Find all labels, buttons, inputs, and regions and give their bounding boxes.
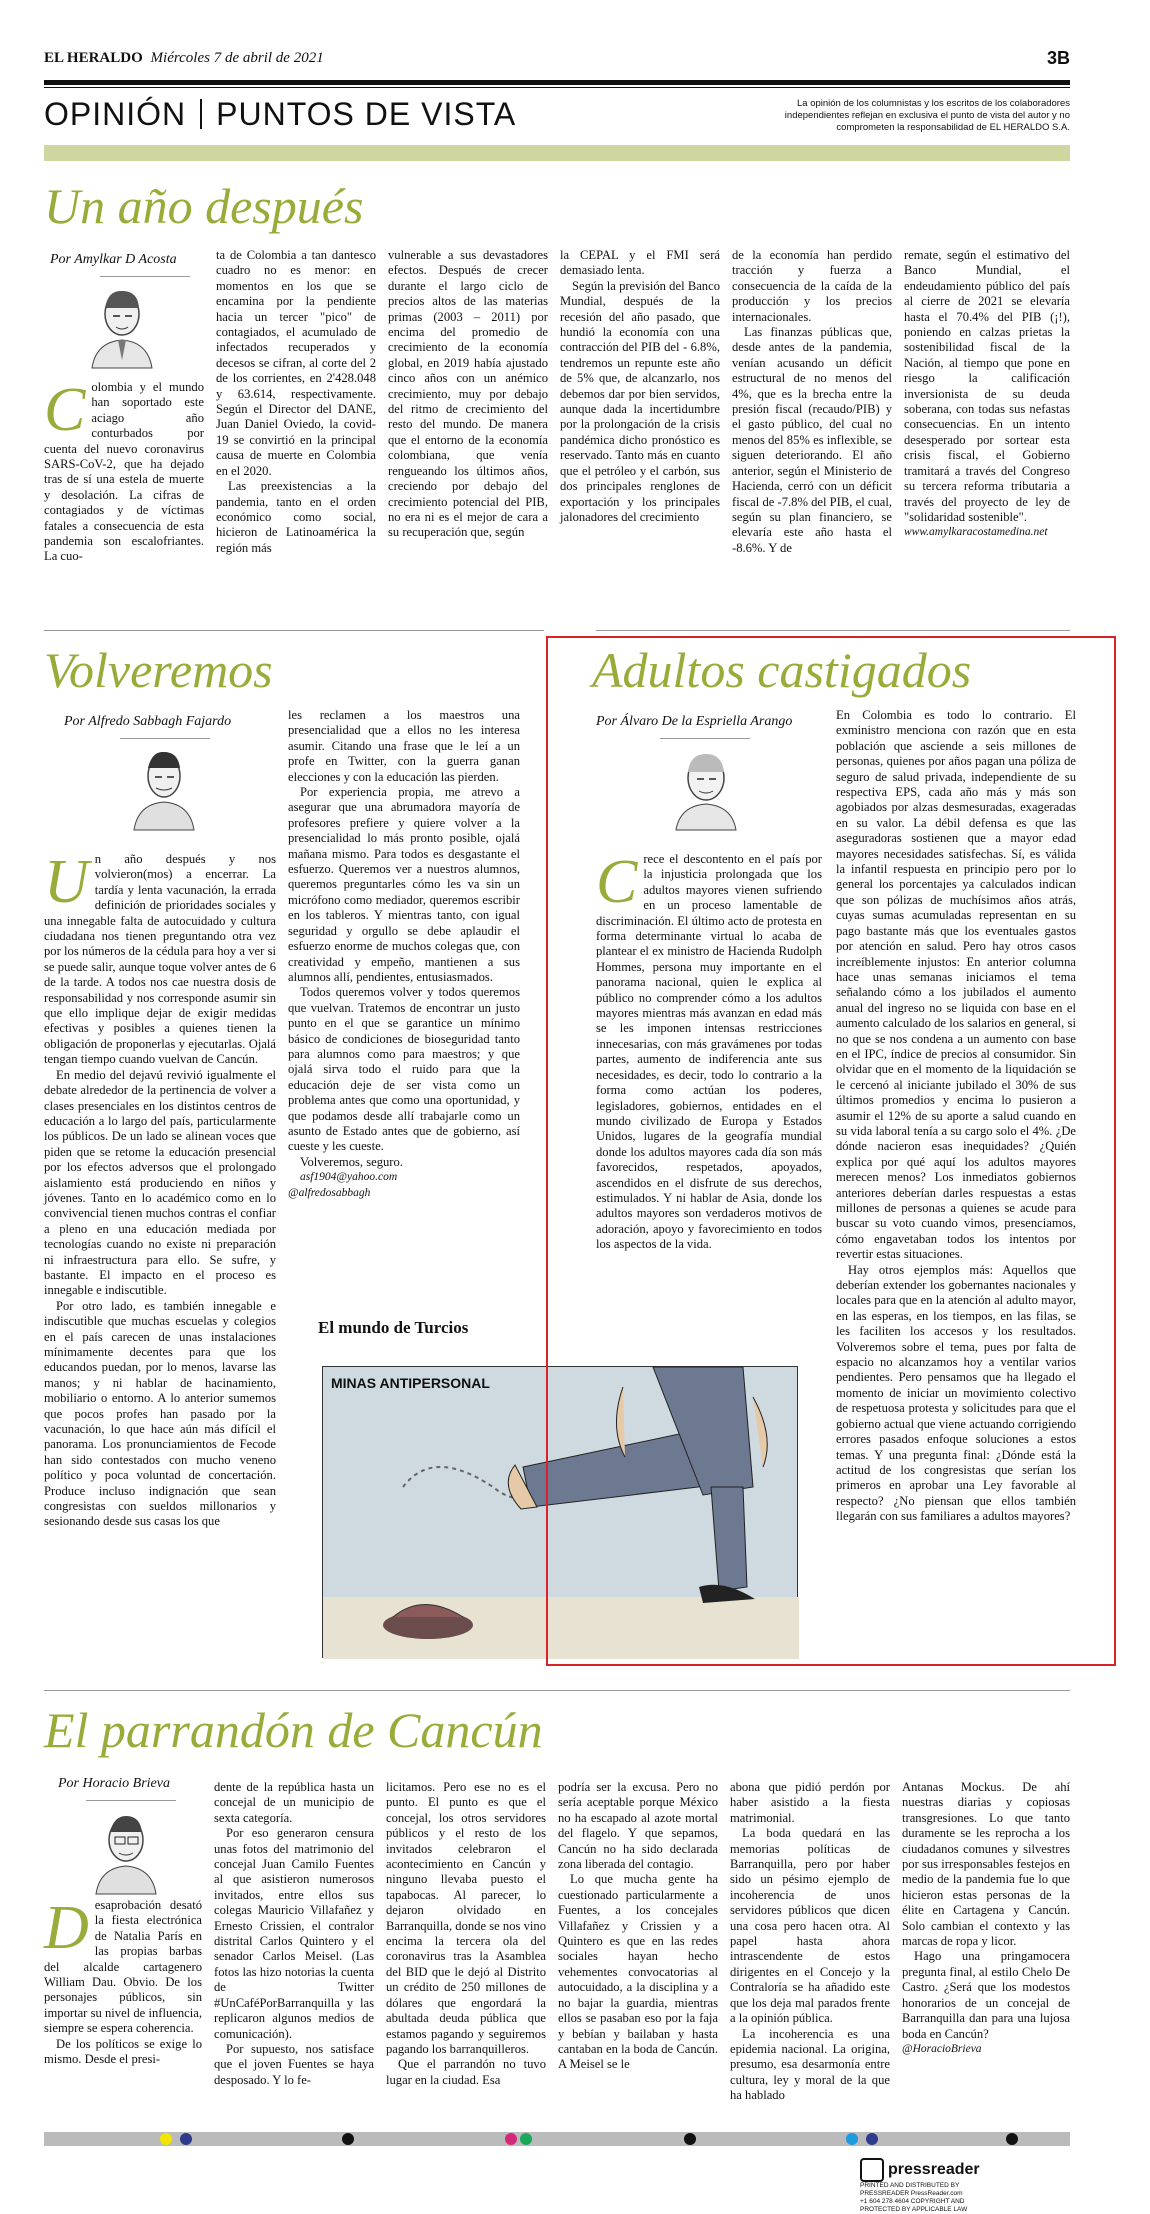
article4-text: Antanas Mockus. De ahí nuestras diarias y copiosas transgresiones. Lo que tanto duramente se les reprocha a los ciudadanos comunes y silvestres por sus irresponsables festejos en medio de la pandemia fue lo que hicieron estas personas de la élite en Cartagena y Cancún. Solo cambian el contexto y las marcas de ropa y licor. xyxy=(902,1780,1070,1949)
page-number: 3B xyxy=(1046,48,1070,68)
section-rule xyxy=(596,630,1070,631)
article4-column-4 xyxy=(558,1780,718,2073)
pressreader-logo-icon xyxy=(860,2158,884,2182)
article1-text: vulnerable a sus devastadores efectos. Después de crecer durante el largo ciclo de precios altos de las materias primas (2003 – 2011) por encima del promedio de crecimiento de la economía global, en 2019 había ajustado cinco años con un anémico crecimiento, muy por debajo del ritmo de crecimiento del resto del mundo. De manera que el entorno de la economía colombiana, que venía rengueando los últimos años, creciendo por debajo del crecimiento potencial del PIB, no era ni es el mejor de cara a su recuperación que, según xyxy=(388,248,548,540)
article3-headline: Adultos castigados xyxy=(592,642,972,698)
article4-text: Lo que mucha gente ha cuestionado particularmente a Fuentes, a los concejales Villafañez y Crissien y a Quintero es que en las redes sociales hayan hecho vehementes convocatorias al autocuidado, a la disciplina y a no bajar la guardia, mientras ellos se pasaban eso por la faja y bebían y bailaban y hasta cantaban en la boda de Cancún. A Meisel se le xyxy=(558,1872,718,2072)
article3-text: rece el descontento en el país por la injusticia prolongada que los adultos mayores vienen sufriendo en un proceso lamentable de discriminación. El último acto de protesta en forma determinante virtual lo acaba de plantear el ex ministro de Hacienda Rudolph Hommes, persona muy importante en el panorama nacional, quien le explica al público no comprender cómo a los adultos mayores mientras más avanzan en edad más se les imponen intensas restricciones innecesarias, con más gravámenes por todas partes, aumento de indiferencia ante sus necesidades, es decir, todo lo contrario a la forma como actúan los poderes, legisladores, gobiernos, entidades en el mundo civilizado de Europa y Estados Unidos, lugares de la geografía mundial donde los adultos mayores cada día son más favorecidos, respetados, apoyados, ascendidos en el disfrute de sus derechos, estimulados. Y ni hablar de Asia, donde los adultos mayores son verdaderos motivos de adoración, apoyo y favorecimiento en todos los aspectos de la vida. xyxy=(596,852,822,1252)
registration-dot xyxy=(505,2133,517,2145)
article4-column-2 xyxy=(214,1780,374,2088)
article3-text: En Colombia es todo lo contrario. El exministro menciona con razón que en esta población que asciende a seis millones de personas, quienes por años pagan una póliza de seguro de salud privada, independiente de su respectiva EPS, cada año más y más son agobiados por alzas desmesuradas, exageradas en su valor. La débil defensa es que las aseguradoras sostienen que a mayor edad mayores necesidades satisfechas. Sí, es válida la infantil respuesta en principio pero por lo general los porcentajes ya calculados indican que son pólizas de muchísimos años atrás, cuyas sumas acumuladas representan en su pago bastante más que los eventuales gastos por atención en salud. Pero hay otros casos increíblemente injustos: En anterior columna hace unas semanas iniciamos el tema señalando cómo a los jubilados el aumento anual del ingreso no se liquida con base en el aumento calculado de los salarios en general, si no que se nos condena a un aumento con base en el IPC, índice de precios al consumidor. Sin olvidar que en el momento de la liquidación se le cercenó al iniciante jubilado el 30% de sus últimos promedios y encima lo pusieron a asumir el 12% de su aporte a salud cuando en su vida laboral tenía a su cargo solo el 4%. ¿De dónde nacieron esas inequidades? ¿Quién explica por qué aquí los adultos mayores merecen menos? Los inmediatos gobiernos anteriores deberían darles respuestas a estas millones de personas a quienes se acude para buscar su voto cuando vimos, presenciamos, cómo engavetaban todos los intentos por revertir estas situaciones. xyxy=(836,708,1076,1262)
article1-text: ta de Colombia a tan dantesco cuadro no es menor: en momentos en los que se encamina por la pendiente hacia un tercer "pico" de contagiados, el acumulado de infectados recuperados y decesos se cifran, al corte del 2 de los corrientes, en 2'428.048 y 63.614, respectivamente. Según el Director del DANE, Juan Daniel Oviedo, la covid-19 se convirtió en la principal causa de muerte en Colombia en el 2020. xyxy=(216,248,376,478)
article1-text: Según la previsión del Banco Mundial, después de la recesión del año pasado, que hundió la economía con una contracción del PIB del - 6.8%, tendremos un repunte este año de 5% que, de alcanzarlo, nos debemos dar por bien servidos, aunque dada la incertidumbre por la prolongación de la crisis pandémica dicho pronóstico es reservado. Tanto más en cuanto que el petróleo y el carbón, sus dos principales renglones de exportación y los principales jalonadores del crecimiento xyxy=(560,278,720,524)
article2-text: Todos queremos volver y todos queremos que vuelvan. Tratemos de encontrar un justo punto en el que se garantice un mínimo básico de condiciones de bioseguridad tanto para alumnos como para maestros; y que ojalá sirva todo el ruido para que la educación deje de ser vista como un problema antes que como una oportunidad, y que podamos desde allí trabajarle como un asunto de Estado antes que de gobierno, así cueste y les cueste. xyxy=(288,985,520,1154)
registration-dot xyxy=(846,2133,858,2145)
article1-text: Las preexistencias a la pandemia, tanto en el orden económico como social, hicieron de Latinoamérica la región más xyxy=(216,479,376,555)
section-right: PUNTOS DE VISTA xyxy=(216,96,517,132)
article4-column-5 xyxy=(730,1780,890,2104)
author-portrait-icon xyxy=(86,280,158,368)
author-portrait-icon xyxy=(128,742,200,830)
cartoon-title: El mundo de Turcios xyxy=(318,1318,469,1337)
registration-dot xyxy=(520,2133,532,2145)
article1-column-6 xyxy=(904,248,1070,541)
issue-date: Miércoles 7 de abril de 2021 xyxy=(150,50,324,66)
article1-dropcap: C xyxy=(44,376,86,444)
article2-email[interactable]: asf1904@yahoo.com xyxy=(300,1171,398,1184)
pressreader-notice: PRINTED AND DISTRIBUTED BY PRESSREADER PressReader.com +1 604 278 4604 COPYRIGHT AND PROTECTED BY APPLICABLE LAW xyxy=(860,2182,968,2213)
article4-text: dente de la república hasta un concejal de un municipio de sexta categoría. xyxy=(214,1780,374,1825)
article2-dropcap: U xyxy=(44,848,89,916)
article1-byline: Por Amylkar D Acosta xyxy=(50,252,177,267)
pressreader-brand: pressreader xyxy=(888,2161,980,2178)
article4-text: Que el parrandón no tuvo lugar en la ciudad. Esa xyxy=(386,2057,546,2087)
article1-text: olombia y el mundo han soportado este aciago año conturbados por cuenta del nuevo coronavirus SARS-CoV-2, que ha dejado tras de sí una estela de muerte y desolación. La cifras de contagiados y de víctimas fatales a consecuencia de esta pandemia son escalofriantes. La cuo- xyxy=(44,380,204,564)
article3-text: Hay otros ejemplos más: Aquellos que deberían extender los gobernantes nacionales y locales para que en la atención al adulto mayor, en las esperas, en los tiempos, en las filas, se les faciliten los accesos y los resultados. Volveremos sobre el tema, pues por falta de espacio no alcanzamos hoy a ventilar varios pendientes. Pero pensamos que ha llegado el momento de iniciar un movimiento colectivo de respetuosa protesta y solicitudes para que el gobierno actual que viene actuando corrigiendo errores pasados enfoque soluciones a estos temas. Y una pregunta final: ¿Dónde está la actitud de los congresistas que serían los primeros en aprobar una Ley favorable al respecto? ¿No piensan que ellos también llegarán con sus familiares a adultos mayores? xyxy=(836,1262,1076,1524)
byline-rule xyxy=(86,1800,176,1801)
article2-text: Por experiencia propia, me atrevo a asegurar que una abrumadora mayoría de profesores prefiere y quiere volver a la presencialidad lo más pronto posible, ojalá mañana mismo. Para todos es desgastante el esfuerzo. Queremos ver a nuestros alumnos, queremos preguntarles cómo les va sin un micrófono como mediador, queremos escribir en los tableros. Y mientras tanto, con igual seguridad y orgullo se debe aplaudir el esfuerzo enorme de muchos colegas que, con creatividad y empeño, mantienen a sus alumnos allí, pendientes, entusiasmados. xyxy=(288,785,520,984)
section-title xyxy=(44,96,516,133)
masthead xyxy=(44,50,1070,68)
article4-text: licitamos. Pero ese no es el punto. El punto es que el concejal, los otros servidores públicos y el resto de los invitados celebraron el acontecimiento en Cancún y ninguno llevaba puesto el tapabocas. Al parecer, lo dejaron olvidado en Barranquilla, donde se nos vino encima la tercera ola del coronavirus tras la Asamblea del BID que le dejó al Distrito un crédito de 250 millones de dólares que engordará la abultada deuda pública que estamos pagando y seguiremos pagando los barranquilleros. xyxy=(386,1780,546,2056)
article4-headline: El parrandón de Cancún xyxy=(44,1702,543,1758)
article1-text: la CEPAL y el FMI será demasiado lenta. xyxy=(560,248,720,278)
article2-text: En medio del dejavú revivió igualmente el debate alrededor de la pertinencia de volver a clases presenciales en los distintos centros de educación a lo largo del país, particularmente los públicos. De un lado se alinean voces que piden que se retome la educación presencial por los efectos adversos que el prolongado aislamiento está produciendo en niños y jóvenes. Tanto en lo académico como en lo convivencial tienen muchos contras el confiar a pleno en una educación mediada por tecnologías cuando no existe ni preparación ni infraestructura para ello. Se sufre, y bastante. El impacto en el proceso es innegable e indiscutible. xyxy=(44,1067,276,1298)
article4-twitter[interactable]: @HoracioBrieva xyxy=(902,2042,982,2055)
article2-column-2 xyxy=(288,708,520,1201)
article4-text: Por supuesto, nos satisface que el joven Fuentes se haya desposado. Y lo fe- xyxy=(214,2041,374,2087)
article2-column-1 xyxy=(44,848,276,1530)
article2-text: Por otro lado, es también innegable e indiscutible que muchas escuelas y colegios en el país carecen de unas instalaciones mínimamente decentes para que los educandos puedan, por lo menos, lavarse las manos; y ni hablar de hacinamiento, mobiliario o entorno. A lo anterior sumemos que pocos profes han pasado por la vacunación, lo que hace aún más difícil el panorama. Los pronunciamientos de Fecode han sido contestados con mucho veneno político y poca voluntad de concertación. Produce incluso indignación que sean congresistas con sueldos millonarios y sesionando desde sus casas los que xyxy=(44,1298,276,1529)
cartoon-caption: MINAS ANTIPERSONAL xyxy=(331,1375,490,1391)
article2-twitter[interactable]: @alfredosabbagh xyxy=(288,1186,371,1199)
article1-text: Las finanzas públicas que, desde antes de la pandemia, venían acusando un déficit estructural de no menos del 4%, que es la brecha entre la presión fiscal (recaudo/PIB) y el gasto público, del cual no menos del 85% es inflexible, se siguen deteriorando. El año anterior, según el Ministerio de Hacienda, cerró con un déficit fiscal de -7.8% del PIB, el cual, según su plan financiero, se elevaría este año hasta el -8.6%. Y de xyxy=(732,325,892,555)
article4-text: podría ser la excusa. Pero no sería aceptable porque México no ha escapado al azote mortal del flagelo. Y que sepamos, Cancún no ha sido declarada zona liberada del contagio. xyxy=(558,1780,718,1872)
byline-rule xyxy=(100,276,190,277)
article2-text: les reclamen a los maestros una presencialidad que a ellos no les interesa asumir. Citando una frase que le leí a un profe en Twitter, con la guerra ganan elecciones y con la educación las pierden. xyxy=(288,708,520,784)
section-rule xyxy=(44,1690,1070,1691)
article1-text: remate, según el estimativo del Banco Mundial, el endeudamiento público del país al cierre de 2021 se elevaría hasta el 70.4% del PIB (¡!), poniendo en calzas prietas la sostenibilidad fiscal de la Nación, al tiempo que pone en riesgo la calificación inversionista de su deuda soberana, con todas sus nefastas consecuencias. En un intento desesperado por sortear esta crisis fiscal, el Gobierno tramitará a través del Congreso su tercera reforma tributaria a través del proyecto de ley de "solidaridad sostenible". xyxy=(904,248,1070,524)
article4-text: Por eso generaron censura unas fotos del matrimonio del concejal Juan Camilo Fuentes al que asistieron numerosos invitados, entre ellos sus colegas Mauricio Villafañez y Ernesto Crissien, el contralor distrital Carlos Quintero y el senador Carlos Meisel. (Las fotos las hizo notorias la cuenta de Twitter #UnCaféPorBarranquilla y las replicaron algunos medios de comunicación). xyxy=(214,1826,374,2041)
masthead-rule-thick xyxy=(44,80,1070,85)
article3-column-1 xyxy=(596,848,822,1253)
pressreader-credit xyxy=(860,2158,1070,2213)
article4-byline: Por Horacio Brieva xyxy=(58,1776,170,1791)
article3-column-2 xyxy=(836,708,1076,1525)
article1-column-4 xyxy=(560,248,720,525)
article4-text: Hago una pringamocera pregunta final, al estilo Chelo De Castro. ¿Será que los modestos honorarios de un concejal de Barranquilla dan para una lujosa boda en Cancún? xyxy=(902,1949,1070,2041)
registration-dot xyxy=(160,2133,172,2145)
article4-column-6 xyxy=(902,1780,1070,2057)
article2-text: Volveremos, seguro. xyxy=(300,1154,403,1169)
registration-dot xyxy=(866,2133,878,2145)
registration-bar xyxy=(44,2132,1070,2146)
masthead-rule-thin xyxy=(44,87,1070,88)
article3-byline: Por Álvaro De la Espriella Arango xyxy=(596,714,793,729)
registration-dot xyxy=(342,2133,354,2145)
byline-rule xyxy=(120,738,210,739)
article4-column-3 xyxy=(386,1780,546,2088)
article1-column-5 xyxy=(732,248,892,556)
section-color-bar xyxy=(44,145,1070,161)
article4-text: abona que pidió perdón por haber asistido a la fiesta matrimonial. xyxy=(730,1780,890,1825)
author-portrait-icon xyxy=(90,1806,162,1894)
registration-dot xyxy=(684,2133,696,2145)
article1-text: de la economía han perdido tracción y fuerza a consecuencia de la caída de la producción y los precios internacionales. xyxy=(732,248,892,324)
article1-column-2 xyxy=(216,248,376,556)
author-portrait-icon xyxy=(670,742,742,830)
section-divider xyxy=(200,99,202,129)
registration-dot xyxy=(1006,2133,1018,2145)
registration-dot xyxy=(180,2133,192,2145)
article2-text: n año después y nos volvieron(mos) a encerrar. La tardía y lenta vacunación, la errada definición de prioridades sociales y una innegable falta de autocuidado y cultura ciudadana nos tienen preguntando otra vez por los números de la cédula para hoy a ver si se puede salir, aunque toque volver antes de 6 de la tarde. A todos nos cae nuestra dosis de responsabilidad y nos corresponde asumir sin que ello implique dejar de exigir medidas efectivas y posibles a quienes tienen la obligación de proponerlas y ejecutarlas. Ojalá tengan tiempo cuando vuelvan de Cancún. xyxy=(44,852,276,1067)
article4-dropcap: D xyxy=(44,1894,89,1962)
byline-rule xyxy=(660,738,750,739)
article1-website[interactable]: www.amylkaracostamedina.net xyxy=(904,526,1048,539)
article2-byline: Por Alfredo Sabbagh Fajardo xyxy=(64,714,232,729)
article4-column-1 xyxy=(44,1894,202,2067)
section-rule xyxy=(44,630,544,631)
newspaper-brand: EL HERALDO xyxy=(44,50,143,66)
article4-text: La boda quedará en las memorias políticas de Barranquilla, pero por haber sido un pésimo ejemplo de incoherencia de unos servidores públicos que dicen una cosa pero hacen otra. Al papel hasta ahora intrascendente de estos dirigentes en el Concejo y la Contraloría se ha añadido este que los deja mal parados frente a la opinión pública. xyxy=(730,1826,890,2026)
article4-text: De los políticos se exige lo mismo. Desde el presi- xyxy=(44,2036,202,2067)
disclaimer: La opinión de los columnistas y los escritos de los colaboradores independientes reflejan en exclusiva el punto de vista del autor y no comprometen la responsabilidad de EL HERALDO S.A. xyxy=(784,98,1070,133)
article1-headline: Un año después xyxy=(44,178,364,234)
section-left: OPINIÓN xyxy=(44,96,187,132)
article3-dropcap: C xyxy=(596,848,638,916)
article1-column-3 xyxy=(388,248,548,541)
article4-text: La incoherencia es una epidemia nacional. La origina, presumo, esa desarmonía entre cultura, ley y moral de la que ha hablado xyxy=(730,2026,890,2103)
article2-headline: Volveremos xyxy=(44,642,273,698)
article1-column-1 xyxy=(44,376,204,565)
article4-text: esaprobación desató la fiesta electrónica de Natalia París en las propias barbas del alcalde cartagenero William Dau. Obvio. De los personajes públicos, sin importar su nivel de influencia, siempre se espera coherencia. xyxy=(44,1898,202,2036)
